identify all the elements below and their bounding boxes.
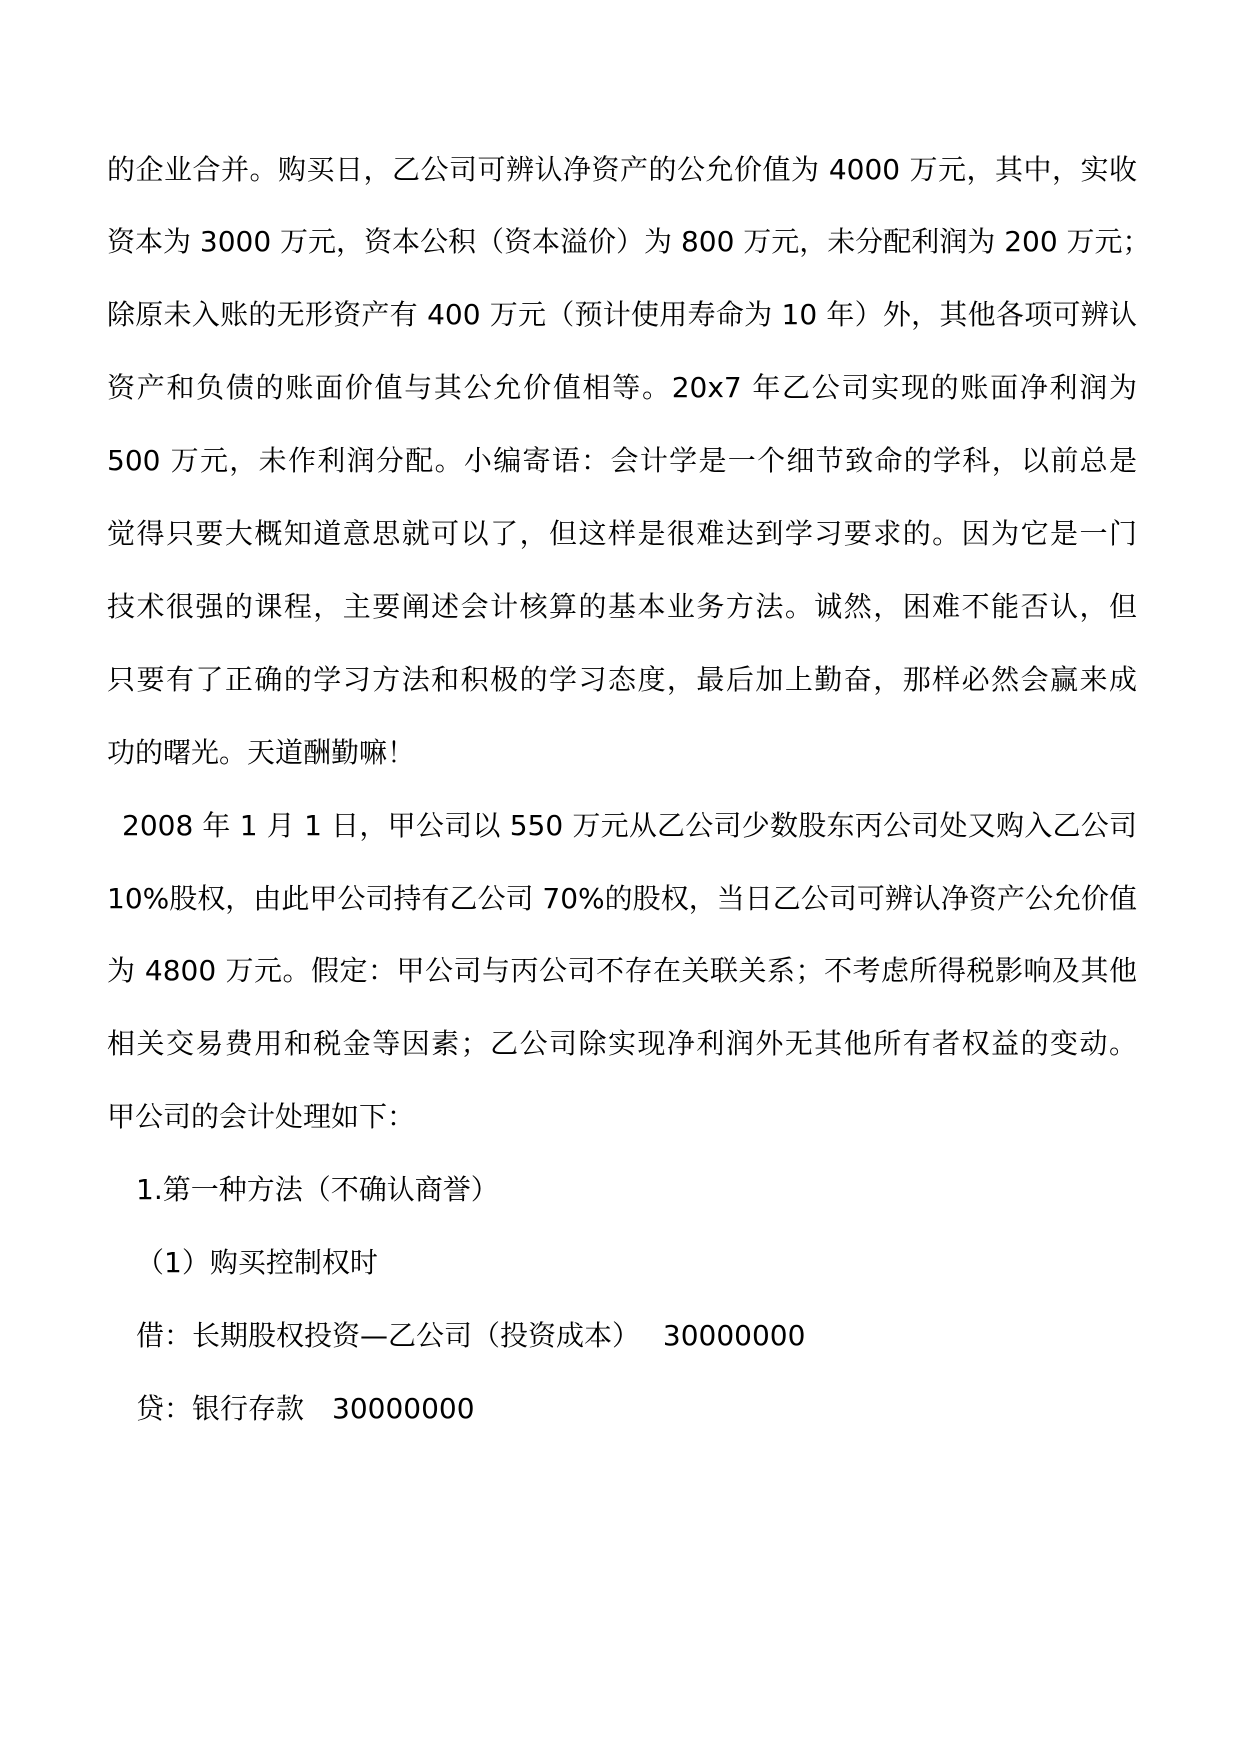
paragraph-1-line-1: 的企业合并。购买日，乙公司可辨认净资产的公允价值为 4000 万元，其中，实收 xyxy=(107,153,1137,186)
paragraph-1-line-5: 500 万元，未作利润分配。小编寄语：会计学是一个细节致命的学科，以前总是 xyxy=(107,444,1137,477)
paragraph-2-line-3: 为 4800 万元。假定：甲公司与丙公司不存在关联关系；不考虑所得税影响及其他 xyxy=(107,954,1137,987)
paragraph-1-line-8: 只要有了正确的学习方法和积极的学习态度，最后加上勤奋，那样必然会赢来成 xyxy=(107,663,1137,696)
paragraph-1-line-6: 觉得只要大概知道意思就可以了，但这样是很难达到学习要求的。因为它是一门 xyxy=(107,517,1137,550)
paragraph-1-line-3: 除原未入账的无形资产有 400 万元（预计使用寿命为 10 年）外，其他各项可辨认 xyxy=(107,298,1137,331)
paragraph-2-line-5: 甲公司的会计处理如下： xyxy=(107,1100,416,1133)
paragraph-1-line-7: 技术很强的课程，主要阐述会计核算的基本业务方法。诚然，困难不能否认，但 xyxy=(107,590,1137,623)
paragraph-2-line-1: 2008 年 1 月 1 日，甲公司以 550 万元从乙公司少数股东丙公司处又购入乙公司 xyxy=(122,809,1137,842)
method-heading: 1.第一种方法（不确认商誉） xyxy=(136,1173,499,1206)
credit-entry: 贷：银行存款 30000000 xyxy=(136,1392,475,1425)
debit-entry: 借：长期股权投资—乙公司（投资成本） 30000000 xyxy=(136,1319,806,1352)
paragraph-1-line-4: 资产和负债的账面价值与其公允价值相等。20x7 年乙公司实现的账面净利润为 xyxy=(107,371,1137,404)
paragraph-2-line-2: 10%股权，由此甲公司持有乙公司 70%的股权，当日乙公司可辨认净资产公允价值 xyxy=(107,882,1137,915)
paragraph-1-line-9: 功的曙光。天道酬勤嘛！ xyxy=(107,736,416,769)
paragraph-1-line-2: 资本为 3000 万元，资本公积（资本溢价）为 800 万元，未分配利润为 200 万元； xyxy=(107,225,1151,258)
sub-heading: （1）购买控制权时 xyxy=(136,1246,378,1279)
paragraph-2-line-4: 相关交易费用和税金等因素；乙公司除实现净利润外无其他所有者权益的变动。 xyxy=(107,1027,1137,1060)
